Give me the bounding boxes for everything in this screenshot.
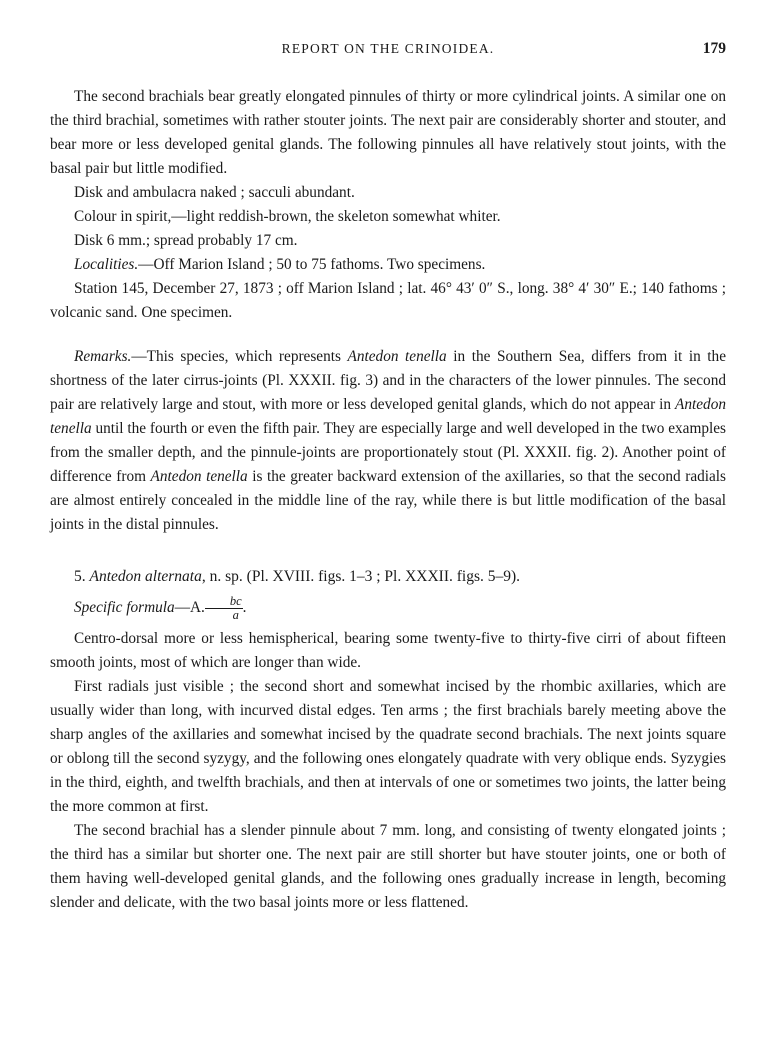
localities-label: Localities. <box>74 256 139 273</box>
remarks-text-3: until the fourth or even the fifth pair. They are especially large and well developed in the two examples from the smaller depth, and the pinnule-joints are proportionately stout (Pl. XXXII. fig. 2). Another point of difference from <box>50 420 726 485</box>
species-name-2: Antedon tenella <box>50 396 726 437</box>
species-heading <box>50 565 726 589</box>
species-name-3: Antedon tenella <box>150 468 248 485</box>
paragraph-pinnules: The second brachials bear greatly elongated pinnules of thirty or more cylindrical joints. A similar one on the third brachial, sometimes with rather stouter joints. The next pair are considerably shorter and stouter, and bear more or less developed genital glands. The following pinnules all have relatively stout joints, with the basal pair but little modified. <box>50 88 726 177</box>
formula-prefix: —A. <box>174 599 205 616</box>
localities-text: —Off Marion Island ; 50 to 75 fathoms. Two specimens. <box>138 256 486 273</box>
formula-denominator: a <box>232 607 239 622</box>
species-title-name: Antedon alternata <box>89 568 202 585</box>
formula-fraction <box>205 595 243 622</box>
paragraph-disk: Disk and ambulacra naked ; sacculi abundant. <box>74 184 355 201</box>
paragraph-colour: Colour in spirit,—light reddish-brown, the skeleton somewhat whiter. <box>74 208 501 225</box>
paragraph-localities <box>50 253 726 277</box>
remarks-text-1: —This species, which represents <box>131 348 348 365</box>
running-title: REPORT ON THE CRINOIDEA. <box>281 41 495 56</box>
paragraph-station: Station 145, December 27, 1873 ; off Marion Island ; lat. 46° 43′ 0″ S., long. 38° 4′ 30″ E.; 140 fathoms ; volcanic sand. One specimen. <box>50 280 726 321</box>
paragraph-second-brachial: The second brachial has a slender pinnule about 7 mm. long, and consisting of twenty elongated joints ; the third has a similar but shorter one. The next pair are still shorter but have stouter joints, one or both of them having well-developed genital glands, and the following ones gradually increase in length, becoming slender and delicate, with the two basal joints more or less flattened. <box>50 822 726 911</box>
species-name-1: Antedon tenella <box>347 348 447 365</box>
running-header <box>50 41 726 65</box>
remarks-text-4: is the greater backward extension of the axillaries, so that the second radials are almost entirely concealed in the middle line of the ray, while there is but little modification of the basal joints in the distal pinnules. <box>50 468 726 533</box>
page-body <box>50 85 726 915</box>
species-plates: , n. sp. (Pl. XVIII. figs. 1–3 ; Pl. XXXII. figs. 5–9). <box>201 568 521 585</box>
formula-label: Specific formula <box>74 599 175 616</box>
remarks-text-2: in the Southern Sea, differs from it in the shortness of the later cirrus-joints (Pl. XXXII. fig. 3) and in the characters of the lower pinnules. The second pair are relatively large and stout, with more or less developed genital glands, which do not appear in <box>50 348 726 413</box>
page-number: 179 <box>702 40 726 57</box>
remarks-label: Remarks. <box>74 348 132 365</box>
paragraph-size: Disk 6 mm.; spread probably 17 cm. <box>74 232 298 249</box>
specific-formula <box>50 593 726 623</box>
paragraph-centro-dorsal: Centro-dorsal more or less hemispherical, bearing some twenty-five to thirty-five cirri of about fifteen smooth joints, most of which are longer than wide. <box>50 630 726 671</box>
formula-numerator: bc <box>205 595 243 609</box>
species-number: 5. <box>74 568 90 585</box>
formula-end: . <box>242 599 247 616</box>
paragraph-remarks <box>50 345 726 537</box>
paragraph-radials: First radials just visible ; the second short and somewhat incised by the rhombic axillaries, which are usually wider than long, with incurved distal edges. Ten arms ; the first brachials barely meeting above the sharp angles of the axillaries and somewhat incised by the quadrate second brachials. The next joints square or oblong till the second syzygy, and the following ones elongately quadrate with very oblique ends. Syzygies in the third, eighth, and twelfth brachials, and then at intervals of one or sometimes two joints, the latter being the more common at first. <box>50 678 726 815</box>
